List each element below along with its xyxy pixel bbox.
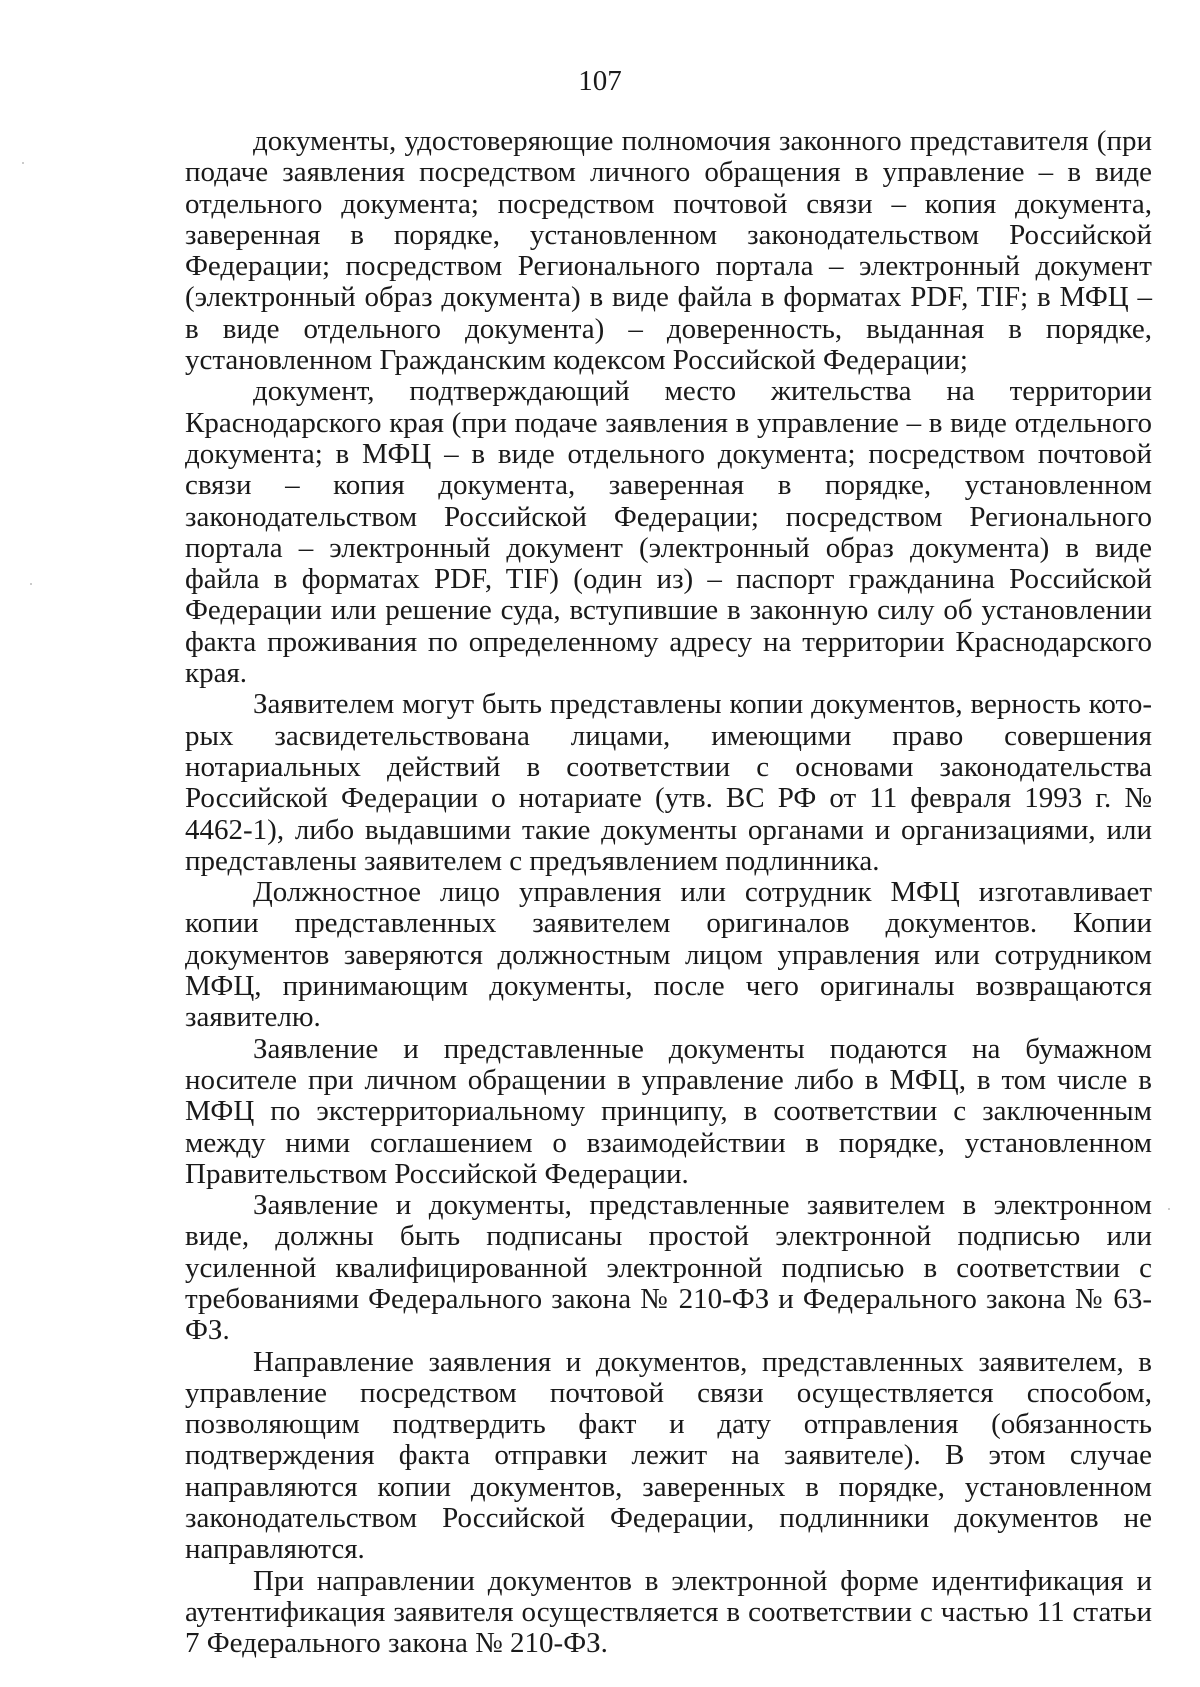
paragraph-notarized-copies: Заявителем могут быть представлены копии документов, верность которых засвидетельствована лицами, имеющими право совершения нотариальных действий в соответствии с основами законодательства Российской Федерации о нотариате (утв. ВС РФ от 11 февраля 1993 г. № 4462-1), либо выдавшими такие документы органами и организациями, или представлены заявителем с предъявлением подлинника.: [185, 688, 1152, 877]
scan-artifact: [22, 162, 24, 164]
paragraph-representative-documents: документы, удостоверяющие полномочия законного представителя (при подаче заявления посредством личного обращения в управление – в виде отдельного документа; посредством почтовой связи – копия документа, заверенная в порядке, установленном законодательством Российской Федерации; посредством Регионального портала – электронный документ (электронный образ документа) в виде файла в форматах PDF, TIF; в МФЦ – в виде отдельного документа) – доверенность, выданная в порядке, установленном Гражданским кодексом Российской Федерации;: [185, 125, 1152, 377]
paragraph-electronic-signature: Заявление и документы, представленные заявителем в электронном виде, должны быть подписаны простой электронной подписью или усиленной квалифицированной электронной подписью в соответствии с требованиями Федерального закона № 210-ФЗ и Федерального закона № 63-ФЗ.: [185, 1189, 1152, 1347]
document-body: [185, 126, 1152, 1660]
paragraph-paper-submission: Заявление и представленные документы подаются на бумажном носителе при личном обращении в управление либо в МФЦ, в том числе в МФЦ по экстерриториальному принципу, в соответствии с заключенным между ними соглашением о взаимодействии в порядке, установленном Правительством Российской Федерации.: [185, 1032, 1152, 1190]
scan-artifact: [1168, 1208, 1170, 1210]
paragraph-residence-document: документ, подтверждающий место жительства на территории Краснодарского края (при подаче заявления в управление – в виде отдельного документа; в МФЦ – в виде отдельного документа; посредством почтовой связи – копия документа, заверенная в порядке, установленном законодательством Российской Федерации; посредством Регионального портала – электронный документ (электронный образ документа) в виде файла в форматах PDF, TIF) (один из) – паспорт гражданина Российской Федерации или решение суда, вступившие в законную силу об установлении факта проживания по определенному адресу на территории Краснодарского края.: [185, 375, 1152, 690]
paragraph-postal-submission: Направление заявления и документов, представленных заявителем, в управление посредством почтовой связи осуществляется способом, позволяющим подтвердить факт и дату отправления (обязанность подтверждения факта отправки лежит на заявителе). В этом случае направляются копии документов, заверенных в порядке, установленном законодательством Российской Федерации, подлинники документов не направляются.: [185, 1345, 1152, 1566]
paragraph-copies-certification: Должностное лицо управления или сотрудник МФЦ изготавливает копии представленных заявителем оригиналов документов. Копии документов заверяются должностным лицом управления или сотрудником МФЦ, принимающим документы, после чего оригиналы возвращаются заявителю.: [185, 876, 1152, 1034]
paragraph-electronic-identification: При направлении документов в электронной форме идентификация и аутентификация заявителя осуществляется в соответствии с частью 11 статьи 7 Федерального закона № 210-ФЗ.: [185, 1564, 1152, 1660]
scan-artifact: [30, 583, 32, 585]
page-number: 107: [578, 65, 622, 97]
